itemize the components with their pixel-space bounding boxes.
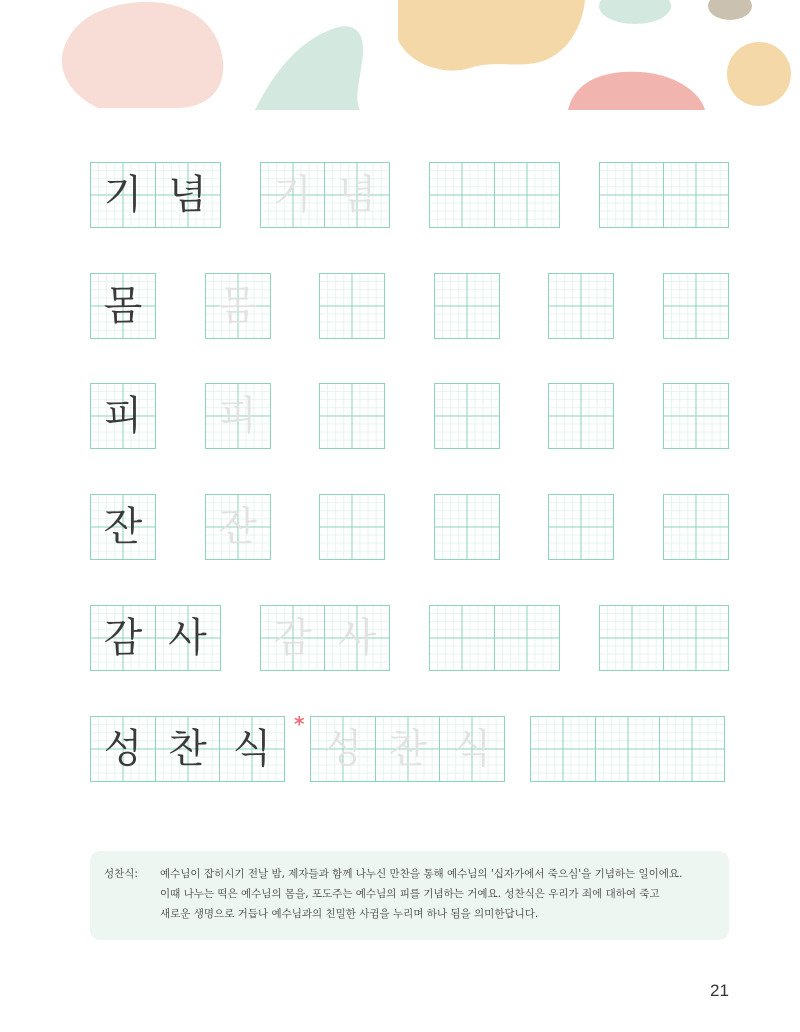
writing-cell[interactable] bbox=[595, 716, 661, 782]
trace-letter: 념 bbox=[337, 172, 377, 218]
trace-letter: 성 bbox=[323, 726, 363, 772]
letter-cell bbox=[439, 716, 505, 782]
trace-letter: 피 bbox=[218, 393, 257, 439]
blank-word bbox=[599, 605, 730, 671]
blank-word bbox=[319, 494, 385, 560]
note-line: 새로운 생명으로 거듭나 예수님과의 친밀한 사귐을 누리며 하나 됨을 의미한답니다. bbox=[160, 908, 539, 920]
coral-dome-shape bbox=[568, 72, 705, 110]
blank-word bbox=[548, 383, 614, 449]
letter-cell bbox=[90, 273, 156, 339]
model-letter: 피 bbox=[103, 393, 143, 439]
letter-cell bbox=[90, 716, 156, 782]
model-letter: 념 bbox=[168, 172, 207, 218]
model-letter: 찬 bbox=[168, 726, 207, 772]
letter-cell bbox=[90, 383, 156, 449]
mint-leaf-shape bbox=[255, 26, 363, 110]
trace-letter: 감 bbox=[273, 615, 312, 661]
letter-cell bbox=[205, 494, 271, 560]
blank-word bbox=[530, 716, 725, 782]
pink-blob-shape bbox=[62, 2, 223, 108]
blank-word bbox=[319, 273, 385, 339]
writing-cell[interactable] bbox=[548, 383, 614, 449]
letter-cell bbox=[324, 605, 390, 671]
blank-word bbox=[434, 273, 500, 339]
model-word bbox=[90, 273, 156, 339]
model-letter: 사 bbox=[168, 615, 207, 661]
trace-word bbox=[260, 605, 391, 671]
writing-cell[interactable] bbox=[548, 273, 614, 339]
model-word bbox=[90, 494, 156, 560]
note-term: 성찬식: bbox=[104, 868, 138, 880]
trace-letter: 몸 bbox=[218, 283, 257, 329]
model-letter: 잔 bbox=[103, 504, 143, 550]
writing-cell[interactable] bbox=[599, 605, 665, 671]
writing-cell[interactable] bbox=[319, 383, 385, 449]
blank-word bbox=[319, 383, 385, 449]
blank-word bbox=[548, 494, 614, 560]
writing-cell[interactable] bbox=[548, 494, 614, 560]
letter-cell bbox=[90, 162, 156, 228]
letter-cell bbox=[260, 605, 326, 671]
writing-cell[interactable] bbox=[434, 494, 500, 560]
writing-cell[interactable] bbox=[663, 273, 729, 339]
model-letter: 기 bbox=[103, 172, 143, 218]
definition-note bbox=[90, 851, 729, 940]
trace-letter: 찬 bbox=[388, 726, 427, 772]
model-letter: 감 bbox=[103, 615, 143, 661]
model-word bbox=[90, 162, 221, 228]
taupe-oval-shape bbox=[708, 0, 752, 20]
blank-word bbox=[434, 494, 500, 560]
writing-cell[interactable] bbox=[319, 494, 385, 560]
model-word bbox=[90, 716, 285, 782]
blank-word bbox=[429, 162, 560, 228]
note-line: 예수님이 잡히시기 전날 밤, 제자들과 함께 나누신 만찬을 통해 예수님의 '십자가에서 죽으심'을 기념하는 일이에요. bbox=[160, 868, 683, 880]
letter-cell bbox=[90, 494, 156, 560]
letter-cell bbox=[375, 716, 441, 782]
blank-word bbox=[599, 162, 730, 228]
trace-word bbox=[260, 162, 391, 228]
letter-cell bbox=[205, 383, 271, 449]
trace-letter: 식 bbox=[452, 726, 492, 772]
trace-word bbox=[205, 383, 271, 449]
model-letter: 성 bbox=[103, 726, 143, 772]
writing-cell[interactable] bbox=[599, 162, 665, 228]
writing-cell[interactable] bbox=[434, 273, 500, 339]
mint-oval-shape bbox=[599, 0, 671, 24]
model-letter: 식 bbox=[232, 726, 272, 772]
model-word bbox=[90, 383, 156, 449]
letter-cell bbox=[155, 716, 221, 782]
writing-cell[interactable] bbox=[663, 605, 729, 671]
writing-cell[interactable] bbox=[429, 162, 495, 228]
letter-cell bbox=[90, 605, 156, 671]
writing-cell[interactable] bbox=[434, 383, 500, 449]
blank-word bbox=[434, 383, 500, 449]
writing-cell[interactable] bbox=[663, 162, 729, 228]
letter-cell bbox=[310, 716, 376, 782]
decorative-shapes bbox=[0, 0, 800, 115]
trace-word bbox=[205, 494, 271, 560]
blank-word bbox=[429, 605, 560, 671]
footnote-marker: * bbox=[294, 712, 305, 736]
writing-cell[interactable] bbox=[663, 383, 729, 449]
trace-letter: 사 bbox=[337, 615, 377, 661]
letter-cell bbox=[260, 162, 326, 228]
trace-word bbox=[310, 716, 505, 782]
trace-word bbox=[205, 273, 271, 339]
blank-word bbox=[663, 273, 729, 339]
letter-cell bbox=[219, 716, 285, 782]
blank-word bbox=[663, 494, 729, 560]
writing-cell[interactable] bbox=[319, 273, 385, 339]
peach-circle-shape bbox=[727, 42, 791, 106]
blank-word bbox=[663, 383, 729, 449]
model-word bbox=[90, 605, 221, 671]
blank-word bbox=[548, 273, 614, 339]
letter-cell bbox=[155, 162, 221, 228]
note-line: 이때 나누는 떡은 예수님의 몸을, 포도주는 예수님의 피를 기념하는 거예요. 성찬식은 우리가 죄에 대하여 죽고 bbox=[160, 888, 660, 900]
letter-cell bbox=[155, 605, 221, 671]
page-number: 21 bbox=[710, 981, 729, 1000]
letter-cell bbox=[205, 273, 271, 339]
writing-cell[interactable] bbox=[659, 716, 725, 782]
trace-letter: 잔 bbox=[218, 504, 257, 550]
letter-cell bbox=[324, 162, 390, 228]
writing-cell[interactable] bbox=[429, 605, 495, 671]
note-body bbox=[160, 864, 715, 924]
peach-blob-shape bbox=[398, 0, 585, 71]
writing-cell[interactable] bbox=[530, 716, 596, 782]
trace-letter: 기 bbox=[273, 172, 312, 218]
model-letter: 몸 bbox=[103, 283, 143, 329]
writing-cell[interactable] bbox=[494, 605, 560, 671]
writing-cell[interactable] bbox=[494, 162, 560, 228]
writing-cell[interactable] bbox=[663, 494, 729, 560]
